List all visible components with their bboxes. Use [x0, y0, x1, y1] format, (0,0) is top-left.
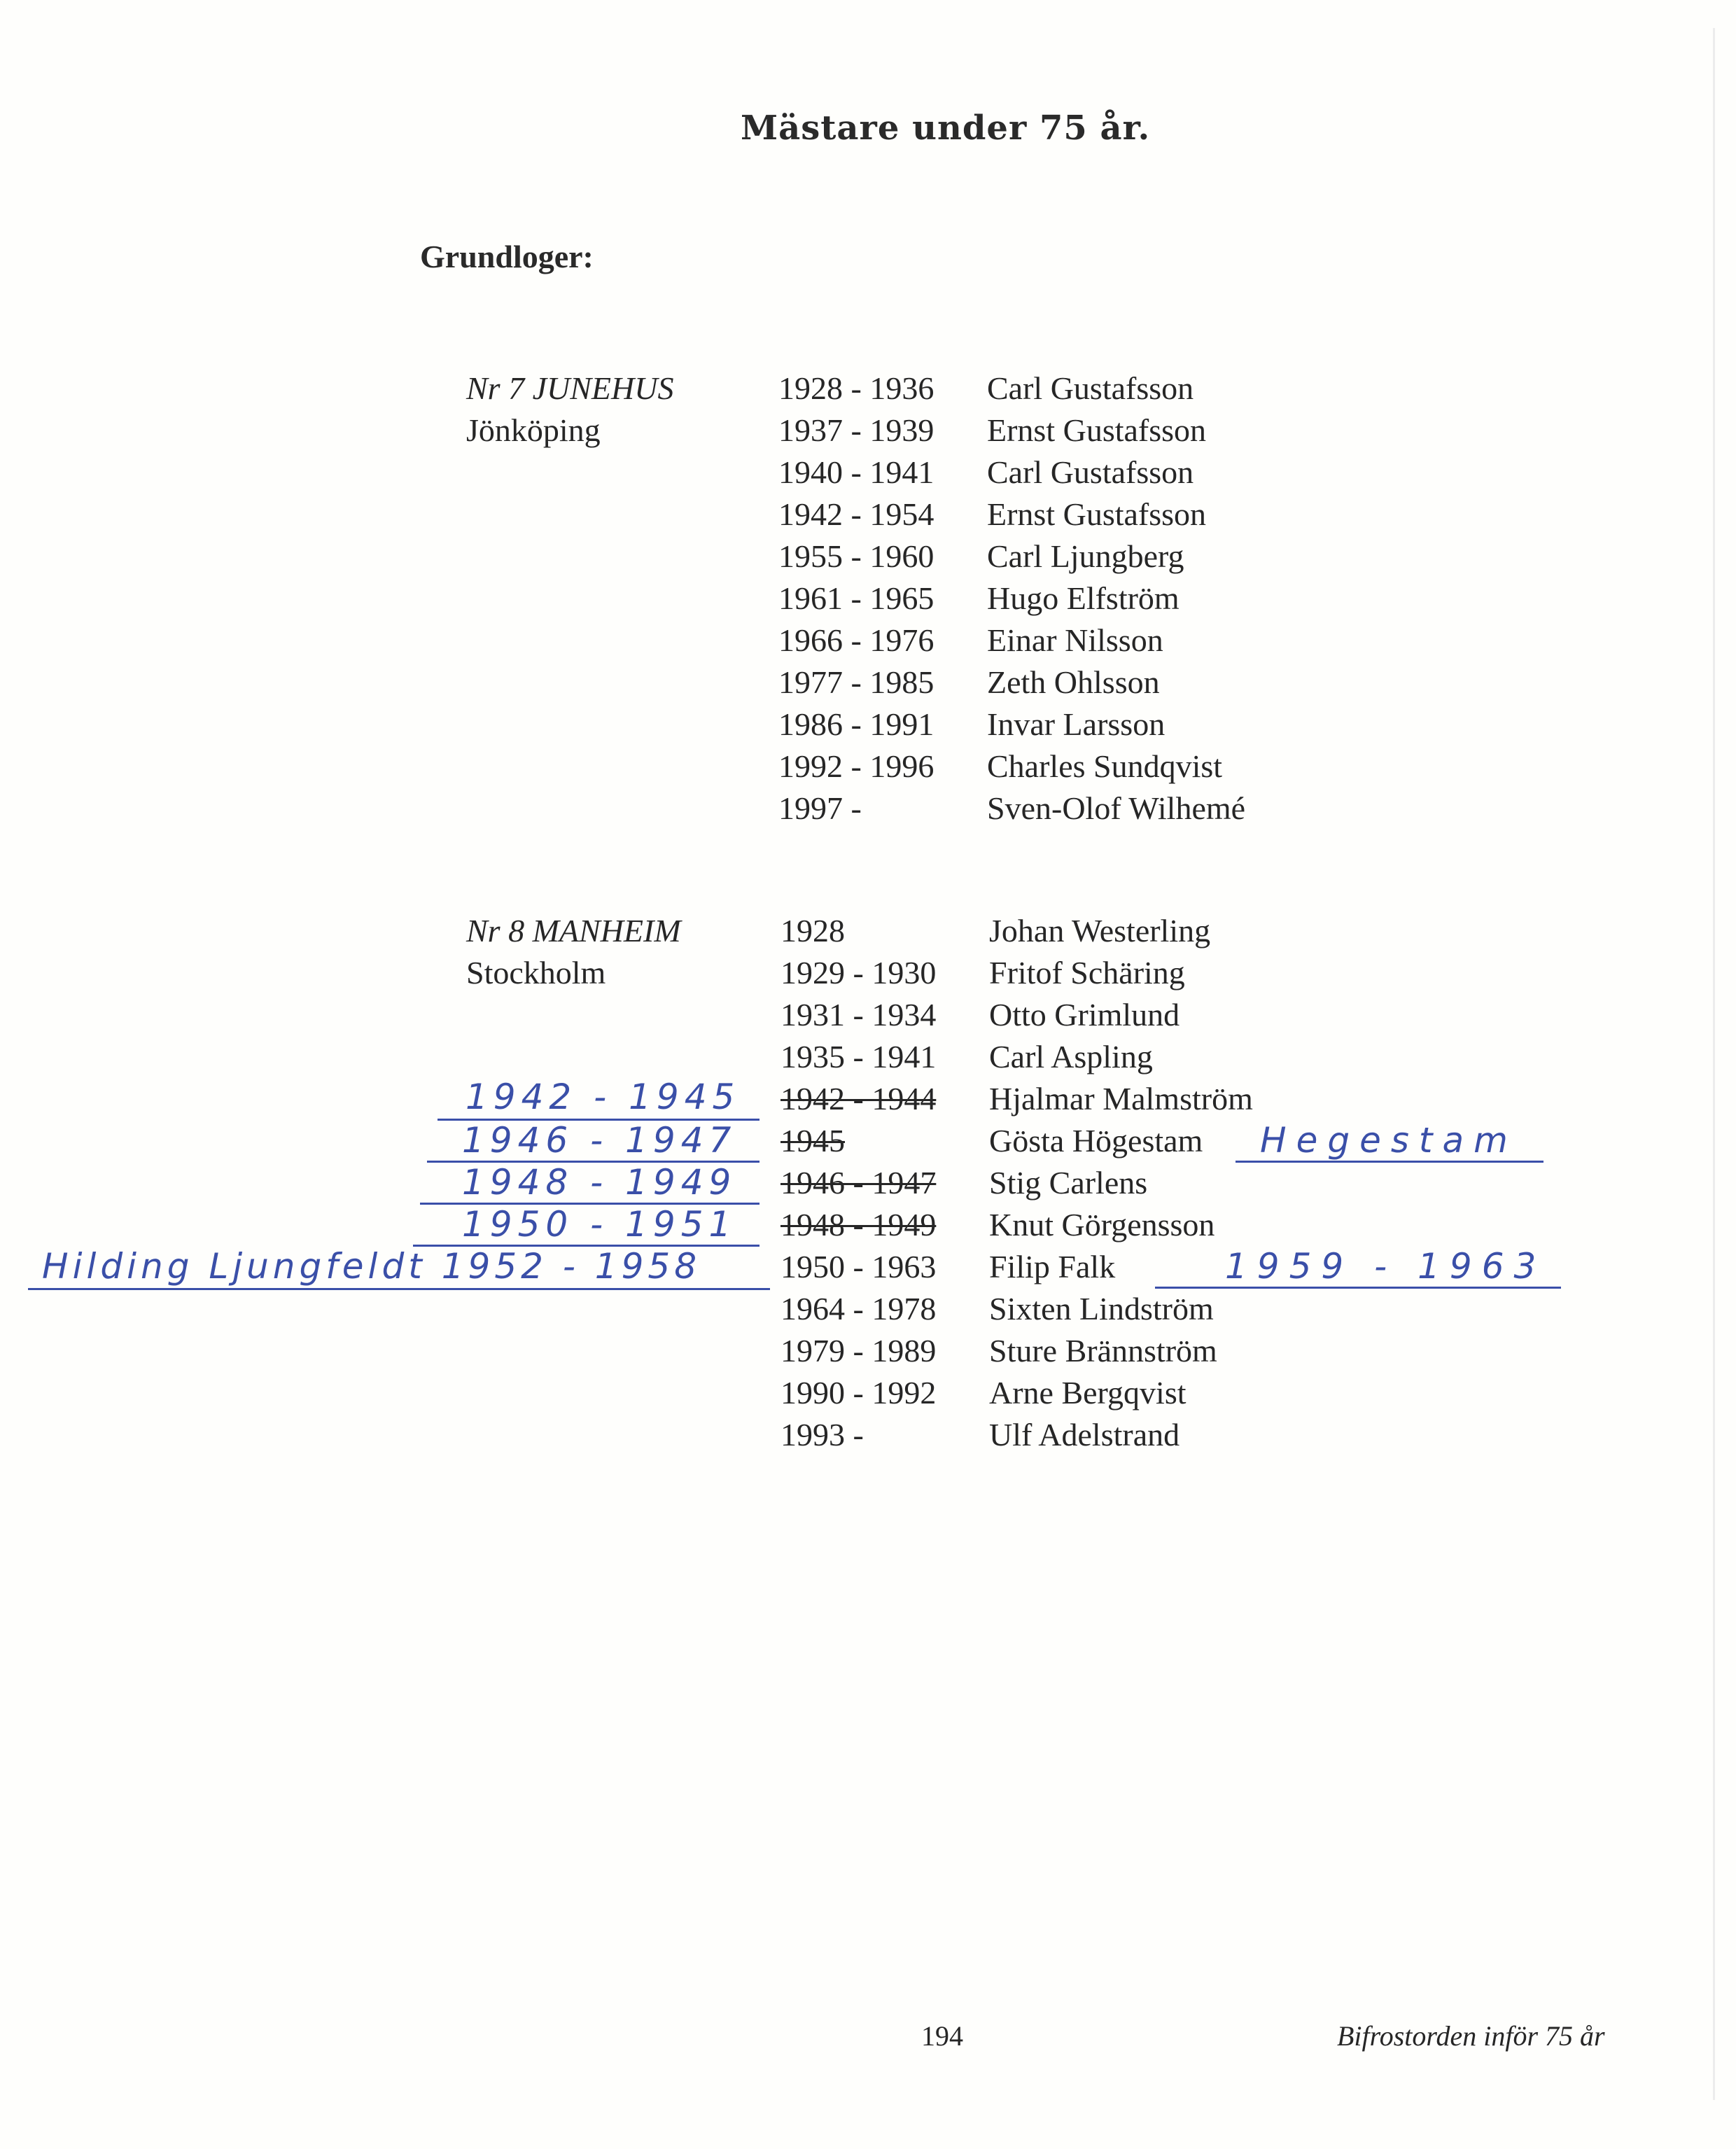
master-name: Hugo Elfström	[987, 580, 1180, 616]
section-heading: Grundloger:	[420, 239, 594, 274]
master-name: Ernst Gustafsson	[987, 412, 1207, 448]
years: 1964 - 1978	[780, 1291, 937, 1326]
master-name: Carl Gustafsson	[987, 454, 1194, 490]
master-name: Fritof Schäring	[989, 955, 1185, 990]
years-struck: 1946 - 1947	[780, 1165, 937, 1200]
master-name: Carl Gustafsson	[987, 370, 1194, 406]
master-name: Arne Bergqvist	[989, 1375, 1186, 1410]
years-struck: 1942 - 1944	[780, 1081, 937, 1116]
handwritten-underline	[1155, 1287, 1561, 1289]
years: 1928 - 1936	[778, 370, 934, 406]
handwritten-hogestam-spelling: Hegestam	[1260, 1120, 1518, 1161]
lodge-city: Stockholm	[466, 955, 606, 990]
handwritten-underline	[1236, 1161, 1544, 1163]
master-name: Sture Brännström	[989, 1333, 1217, 1368]
handwritten-underline	[28, 1288, 770, 1290]
years: 1997 -	[778, 790, 862, 826]
master-name: Invar Larsson	[987, 706, 1166, 742]
master-name: Zeth Ohlsson	[987, 664, 1160, 700]
page-number: 194	[921, 2020, 963, 2052]
years: 1990 - 1992	[780, 1375, 937, 1410]
handwritten-carlens-years: 1948 - 1949	[462, 1162, 737, 1203]
master-name: Gösta Högestam	[989, 1123, 1203, 1158]
lodge-junehus	[466, 368, 673, 451]
master-name: Filip Falk	[989, 1249, 1116, 1284]
years: 1993 -	[780, 1417, 864, 1452]
years: 1937 - 1939	[778, 412, 934, 448]
book-title: Bifrostorden inför 75 år	[1337, 2020, 1605, 2052]
master-name: Stig Carlens	[989, 1165, 1148, 1200]
years-struck: 1945	[780, 1123, 845, 1158]
master-name: Sven-Olof Wilhemé	[987, 790, 1246, 826]
years-struck: 1948 - 1949	[780, 1207, 937, 1242]
years: 1992 - 1996	[778, 748, 934, 784]
years: 1950 - 1963	[780, 1249, 937, 1284]
master-name: Carl Ljungberg	[987, 538, 1184, 574]
master-name: Sixten Lindström	[989, 1291, 1214, 1326]
years: 1942 - 1954	[778, 496, 934, 532]
years: 1979 - 1989	[780, 1333, 937, 1368]
master-name: Einar Nilsson	[987, 622, 1163, 658]
master-name: Hjalmar Malmström	[989, 1081, 1253, 1116]
master-name: Otto Grimlund	[989, 997, 1180, 1032]
lodge-city: Jönköping	[466, 412, 601, 448]
years: 1940 - 1941	[778, 454, 934, 490]
handwritten-added-master: Hilding Ljungfeldt 1952 - 1958	[42, 1246, 701, 1287]
page-edge	[1713, 28, 1715, 2100]
handwritten-falk-years: 1959 - 1963	[1225, 1246, 1546, 1287]
lodge-name: Nr 8 MANHEIM	[466, 913, 681, 948]
handwritten-gorgensson-years: 1950 - 1951	[462, 1204, 737, 1245]
master-name: Charles Sundqvist	[987, 748, 1223, 784]
years: 1935 - 1941	[780, 1039, 937, 1074]
page-title: Mästare under 75 år.	[741, 108, 1151, 148]
years: 1928	[780, 913, 845, 948]
handwritten-malmstrom-years: 1942 - 1945	[465, 1077, 741, 1117]
years: 1931 - 1934	[780, 997, 937, 1032]
years: 1961 - 1965	[778, 580, 934, 616]
lodge-name: Nr 7 JUNEHUS	[466, 370, 674, 406]
handwritten-hogestam-years: 1946 - 1947	[462, 1120, 737, 1161]
years: 1955 - 1960	[778, 538, 934, 574]
master-name: Knut Görgensson	[989, 1207, 1215, 1242]
years: 1977 - 1985	[778, 664, 934, 700]
master-name: Ulf Adelstrand	[989, 1417, 1180, 1452]
lodge-manheim	[466, 910, 681, 994]
years: 1986 - 1991	[778, 706, 934, 742]
master-name: Carl Aspling	[989, 1039, 1153, 1074]
years: 1929 - 1930	[780, 955, 937, 990]
master-name: Ernst Gustafsson	[987, 496, 1207, 532]
master-name: Johan Westerling	[989, 913, 1211, 948]
years: 1966 - 1976	[778, 622, 934, 658]
